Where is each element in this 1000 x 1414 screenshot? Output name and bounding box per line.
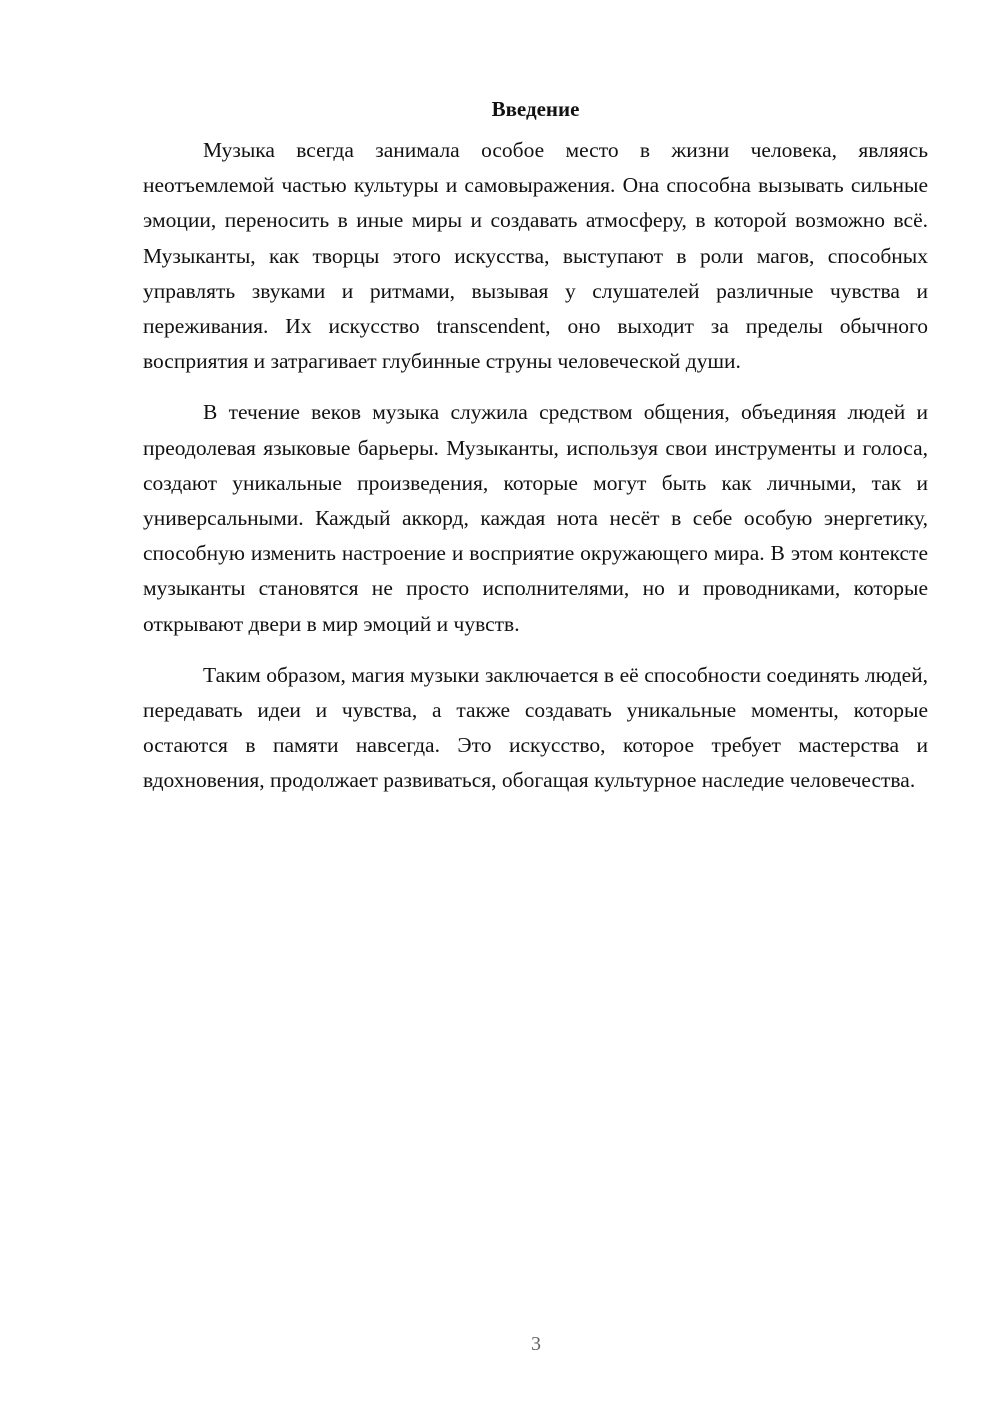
paragraph-2: В течение веков музыка служила средством общения, объединяя людей и преодолевая языковые барьеры. Музыканты, используя свои инструменты и голоса, создают уникальные произведения, которые могут быть как личными, так и универсальными. Каждый аккорд, каждая нота несёт в себе особую энергетику, способную изменить настроение и восприятие окружающего мира. В этом контексте музыканты становятся не просто исполнителями, но и проводниками, которые открывают двери в мир эмоций и чувств. xyxy=(143,400,928,636)
paragraph-1: Музыка всегда занимала особое место в жизни человека, являясь неотъемлемой частью культуры и самовыражения. Она способна вызывать сильные эмоции, переносить в иные миры и создавать атмосферу, в которой возможно всё. Музыканты, как творцы этого искусства, выступают в роли магов, способных управлять звуками и ритмами, вызывая у слушателей различные чувства и переживания. Их искусство transcendent, оно выходит за пределы обычного восприятия и затрагивает глубинные струны человеческой души. xyxy=(143,138,928,374)
paragraph-3: Таким образом, магия музыки заключается в её способности соединять людей, передавать идеи и чувства, а также создавать уникальные моменты, которые остаются в памяти навсегда. Это искусство, которое требует мастерства и вдохновения, продолжает развиваться, обогащая культурное наследие человечества. xyxy=(143,662,928,793)
page-content xyxy=(143,92,928,815)
section-heading: Введение xyxy=(491,97,580,121)
page-number: 3 xyxy=(531,1333,541,1355)
